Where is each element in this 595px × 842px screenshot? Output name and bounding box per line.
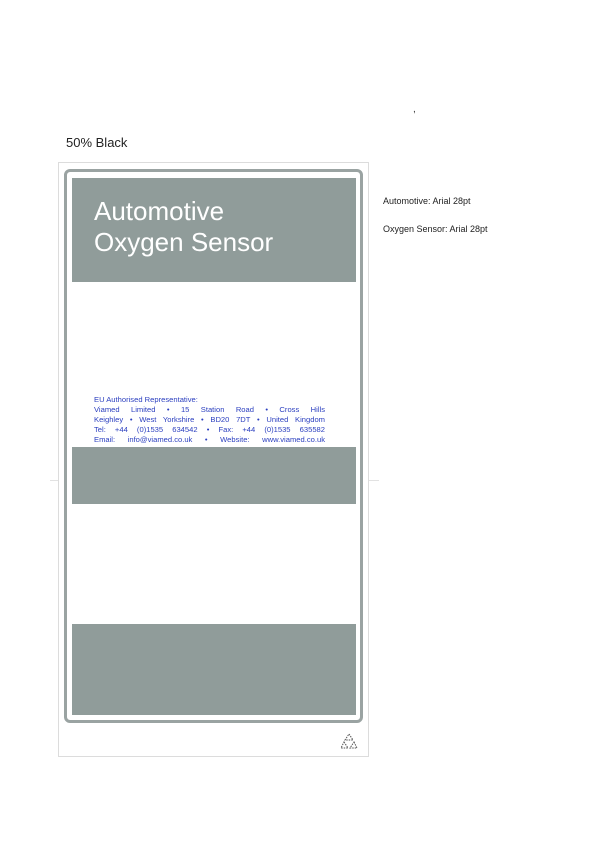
product-label-card (58, 162, 369, 757)
rep-heading: EU Authorised Representative: (94, 395, 198, 404)
rep-contact-line-1: Tel: +44 (0)1535 634542 • Fax: +44 (0)1535 635582 (94, 425, 325, 434)
rep-address-line-1: Viamed Limited • 15 Station Road • Cross Hills (94, 405, 325, 414)
middle-band (72, 447, 356, 504)
eu-representative-block (94, 395, 325, 445)
crop-mark-right (369, 480, 379, 481)
bottom-band (72, 624, 356, 715)
product-title (94, 196, 349, 258)
color-swatch-label: 50% Black (66, 135, 128, 150)
rep-contact-line-2: Email: info@viamed.co.uk • Website: www.viamed.co.uk (94, 435, 325, 444)
note-automotive-font: Automotive: Arial 28pt (383, 196, 471, 206)
title-line-2: Oxygen Sensor (94, 227, 274, 257)
note-oxygen-sensor-font: Oxygen Sensor: Arial 28pt (383, 224, 488, 234)
top-mark: , (413, 104, 416, 115)
title-line-1: Automotive (94, 196, 225, 226)
recycle-icon (339, 731, 359, 751)
rep-address-line-2: Keighley • West Yorkshire • BD20 7DT • United Kingdom (94, 415, 325, 424)
